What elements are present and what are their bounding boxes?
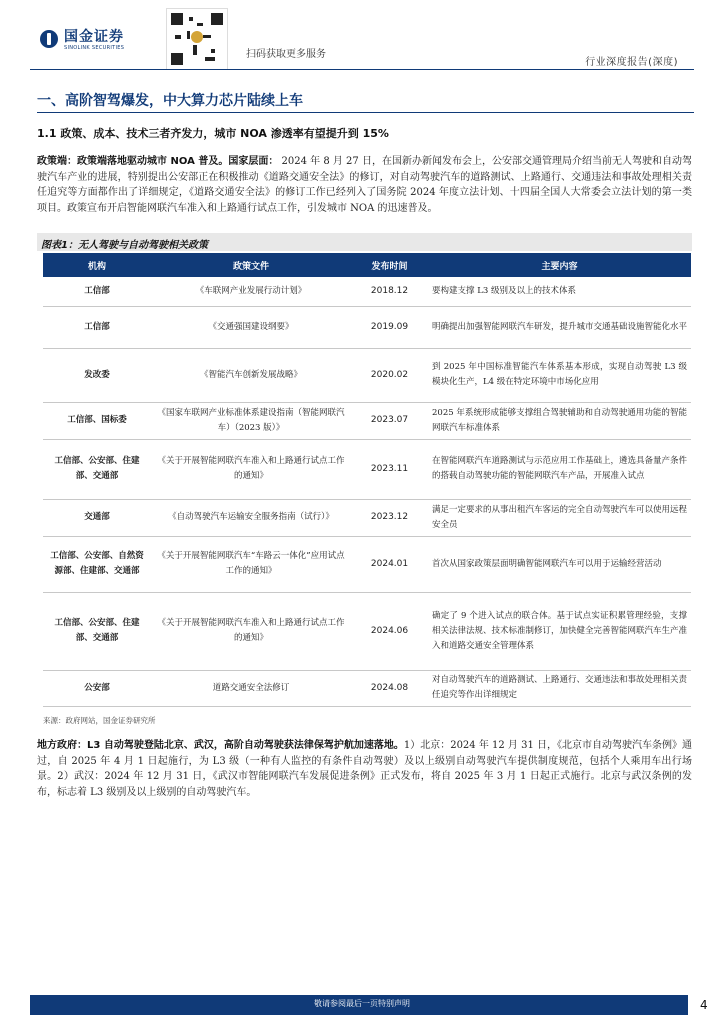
cell-date: 2023.07 (351, 402, 428, 439)
cell-date: 2020.02 (351, 348, 428, 402)
cell-content: 满足一定要求的从事出租汽车客运的完全自动驾驶汽车可以使用远程安全员 (428, 499, 691, 536)
cell-doc: 道路交通安全法修订 (151, 670, 351, 706)
column-header-org: 机构 (43, 253, 151, 277)
table-source-note: 来源：政府网站，国金证券研究所 (43, 716, 156, 725)
cell-org: 工信部、公安部、住建部、交通部 (43, 439, 151, 499)
cell-content: 到 2025 年中国标准智能汽车体系基本形成，实现自动驾驶 L3 级模块化生产，L4 级在特定环境中市场化应用 (428, 348, 691, 402)
local-paragraph-body: 1）北京：2024 年 12 月 31 日，《北京市自动驾驶汽车条例》通过，自 2025 年 4 月 1 日起施行，为 L3 级（一种有人监控的有条件自动驾驶）及以上级别自动驾驶汽车提供制度规范，包括个人乘用车出行场景。2）武汉：2024 年 12 月 31 日，《武汉市智能网联汽车发展促进条例》正式发布，将自 2025 年 3 月 1 日起正式施行。北京与武汉条例的发布，标志着 L3 级别及以上级别的自动驾驶汽车。 (37, 740, 693, 798)
cell-content: 2025 年系统形成能够支撑组合驾驶辅助和自动驾驶通用功能的智能网联汽车标准体系 (428, 402, 691, 439)
cell-doc: 《交通强国建设纲要》 (151, 306, 351, 348)
policy-paragraph (37, 154, 692, 216)
cell-doc: 《关于开展智能网联汽车“车路云一体化”应用试点工作的通知》 (151, 536, 351, 592)
sinolink-logo-icon (40, 30, 58, 48)
cell-date: 2024.01 (351, 536, 428, 592)
policy-table (43, 253, 691, 707)
cell-org: 工信部 (43, 277, 151, 306)
cell-content: 明确提出加强智能网联汽车研发，提升城市交通基础设施智能化水平 (428, 306, 691, 348)
cell-doc: 《关于开展智能网联汽车准入和上路通行试点工作的通知》 (151, 592, 351, 670)
cell-date: 2019.09 (351, 306, 428, 348)
cell-content: 首次从国家政策层面明确智能网联汽车可以用于运输经营活动 (428, 536, 691, 592)
table-row (43, 536, 691, 592)
policy-paragraph-lead: 政策端：政策端落地驱动城市 NOA 普及。国家层面： (37, 156, 279, 167)
policy-paragraph-body: 2024 年 8 月 27 日，在国新办新闻发布会上，公安部交通管理局介绍当前无人驾驶和自动驾驶汽车产业的进展，特别提出公安部正在积极推动《道路交通安全法》的修订，对自动驾驶汽车的道路测试、上路通行、交通违法和事故处理相关责任追究等方面都作出了详细规定，《道路交通安全法》的修订工作已经列入了国务院 2024 年度立法计划、十四届全国人大常委会立法计划的第一类项目。政策宣布开启智能网联汽车准入和上路通行试点工作，引发城市 NOA 的迅速普及。 (37, 156, 693, 214)
section-title: 一、高阶智驾爆发，中大算力芯片陆续上车 (37, 93, 303, 109)
cell-org: 工信部、公安部、住建部、交通部 (43, 592, 151, 670)
cell-org: 工信部、国标委 (43, 402, 151, 439)
column-header-doc: 政策文件 (151, 253, 351, 277)
cell-date: 2023.11 (351, 439, 428, 499)
column-header-date: 发布时间 (351, 253, 428, 277)
cell-content: 对自动驾驶汽车的道路测试、上路通行、交通违法和事故处理相关责任追究等作出详细规定 (428, 670, 691, 706)
cell-content: 在智能网联汽车道路测试与示范应用工作基础上，遴选具备量产条件的搭载自动驾驶功能的智能网联汽车产品，开展准入试点 (428, 439, 691, 499)
cell-org: 发改委 (43, 348, 151, 402)
local-paragraph-lead: 地方政府：L3 自动驾驶登陆北京、武汉，高阶自动驾驶获法律保驾护航加速落地。 (37, 740, 404, 751)
cell-org: 工信部、公安部、自然资源部、住建部、交通部 (43, 536, 151, 592)
table-row (43, 402, 691, 439)
cell-doc: 《关于开展智能网联汽车准入和上路通行试点工作的通知》 (151, 439, 351, 499)
footer-disclaimer: 敬请参阅最后一页特别声明 (314, 999, 410, 1008)
brand-name-en: SINOLINK SECURITIES (64, 45, 125, 51)
cell-org: 交通部 (43, 499, 151, 536)
cell-org: 公安部 (43, 670, 151, 706)
brand-name-cn: 国金证券 (64, 29, 124, 45)
subsection-title: 1.1 政策、成本、技术三者齐发力，城市 NOA 渗透率有望提升到 15% (37, 127, 389, 140)
cell-date: 2024.08 (351, 670, 428, 706)
table-row (43, 277, 691, 306)
table-header-row (43, 253, 691, 277)
local-government-paragraph (37, 738, 692, 800)
column-header-content: 主要内容 (428, 253, 691, 277)
section-divider (37, 112, 694, 113)
table-row (43, 348, 691, 402)
page-number: 4 (700, 998, 708, 1012)
table-row (43, 306, 691, 348)
table-row (43, 592, 691, 670)
cell-doc: 《车联网产业发展行动计划》 (151, 277, 351, 306)
report-type-label: 行业深度报告(深度) (585, 57, 678, 68)
cell-content: 要构建支撑 L3 级别及以上的技术体系 (428, 277, 691, 306)
cell-doc: 《智能汽车创新发展战略》 (151, 348, 351, 402)
cell-date: 2023.12 (351, 499, 428, 536)
cell-org: 工信部 (43, 306, 151, 348)
cell-content: 确定了 9 个进入试点的联合体。基于试点实证积累管理经验，支撑相关法律法规、技术标准制修订，加快健全完善智能网联汽车生产准入和道路交通安全管理体系 (428, 592, 691, 670)
header-divider (30, 69, 694, 70)
table-row (43, 670, 691, 706)
table-row (43, 439, 691, 499)
cell-date: 2024.06 (351, 592, 428, 670)
qr-code-icon[interactable] (166, 8, 228, 70)
cell-doc: 《国家车联网产业标准体系建设指南（智能网联汽车）（2023 版）》 (151, 402, 351, 439)
cell-date: 2018.12 (351, 277, 428, 306)
scan-qr-prompt: 扫码获取更多服务 (246, 49, 326, 60)
cell-doc: 《自动驾驶汽车运输安全服务指南（试行）》 (151, 499, 351, 536)
figure-caption: 图表1：无人驾驶与自动驾驶相关政策 (41, 240, 208, 251)
table-row (43, 499, 691, 536)
